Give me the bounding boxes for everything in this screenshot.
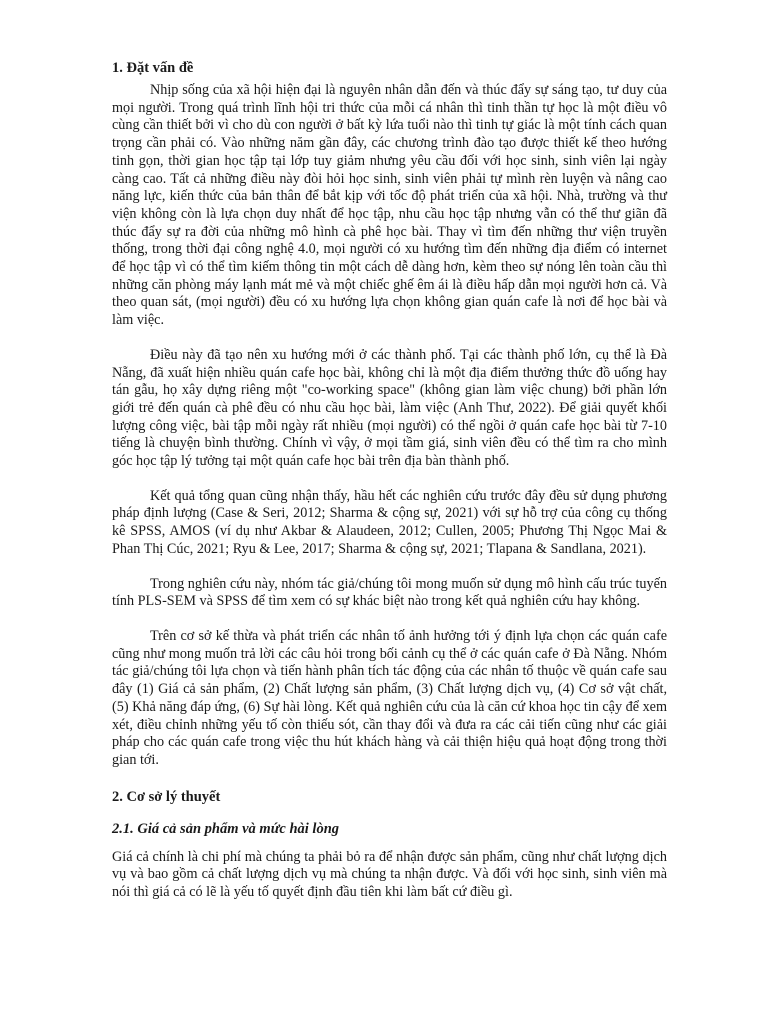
paragraph-2: Điều này đã tạo nên xu hướng mới ở các thành phố. Tại các thành phố lớn, cụ thể là Đà Nẵng, đã xuất hiện nhiều quán cafe học bài, không chỉ là một địa điểm thưởng thức đồ uống hay tán gẫu, họ xây dựng riêng một "co-working space" (không gian làm việc chung) bởi phần lớn giới trẻ đến quán cà phê đều có nhu cầu học bài, làm việc (Anh Thư, 2022). Để giải quyết khối lượng công việc, bài tập mỗi ngày rất nhiều (mọi người) có thể ngồi ở quán cafe học bài từ 7-10 tiếng là chuyện bình thường. Chính vì vậy, ở mọi tầm giá, sinh viên đều có thể tìm ra cho mình góc học tập lý tưởng tại một quán cafe học bài trên địa bàn thành phố.: [112, 346, 667, 470]
paragraph-1: Nhịp sống của xã hội hiện đại là nguyên nhân dẫn đến và thúc đẩy sự sáng tạo, tư duy của mọi người. Trong quá trình lĩnh hội tri thức của mỗi cá nhân thì tinh thần tự học là một điều vô cùng cần thiết bởi vì cho dù con người ở bất kỳ lứa tuổi nào thì tinh tự giác là một tính cách quan trọng cần phải có. Vào những năm gần đây, các chương trình đào tạo được thiết kế theo hướng tinh gọn, thời gian học tập tại lớp tuy giảm nhưng yêu cầu đối với học sinh, sinh viên lại ngày càng cao. Tất cả những điều này đòi hỏi học sinh, sinh viên phải tự mình rèn luyện và nâng cao năng lực, kiến thức của bản thân để bắt kịp với tốc độ phát triển của xã hội. Nhà, trường và thư viện không còn là lựa chọn duy nhất để học tập, nhu cầu học tập nhưng vẫn có thể thư giãn đã thúc đẩy sự ra đời của những mô hình cà phê học bài. Thay vì tìm đến những thư viện truyền thống, trong thời đại công nghệ 4.0, mọi người có xu hướng tìm đến những địa điểm có internet để học tập vì có thể tìm kiếm thông tin một cách dễ dàng hơn, kèm theo sự nóng lên toàn cầu thì những căn phòng máy lạnh mát mẻ và một chiếc ghế êm ái là điều hấp dẫn mọi người hơn cả. Và theo quan sát, (mọi người) đều có xu hướng lựa chọn không gian quán cafe là nơi để học bài và làm việc.: [112, 82, 667, 329]
section-heading-theory: 2. Cơ sở lý thuyết: [112, 788, 221, 805]
section-heading-problem-statement: 1. Đặt vấn đề: [112, 60, 194, 76]
paragraph-price: Giá cả chính là chi phí mà chúng ta phải bỏ ra để nhận được sản phẩm, cũng như chất lượng dịch vụ và bao gồm cả chất lượng dịch vụ mà chúng ta nhận được. Và đối với học sinh, sinh viên mà nói thì giá cả có lẽ là yếu tố quyết định đầu tiên khi làm bất cứ điều gì.: [112, 848, 667, 901]
subsection-heading-price: 2.1. Giá cả sản phẩm và mức hài lòng: [112, 820, 340, 837]
paragraph-4: Trong nghiên cứu này, nhóm tác giả/chúng tôi mong muốn sử dụng mô hình cấu trúc tuyến tính PLS-SEM và SPSS để tìm xem có sự khác biệt nào trong kết quả nghiên cứu hay không.: [112, 575, 667, 610]
paragraph-3: Kết quả tổng quan cũng nhận thấy, hầu hết các nghiên cứu trước đây đều sử dụng phương pháp định lượng (Case & Seri, 2012; Sharma & cộng sự, 2021) với sự hỗ trợ của công cụ thống kê SPSS, AMOS (ví dụ như Akbar & Alaudeen, 2012; Cullen, 2005; Phương Thị Ngọc Mai & Phan Thị Cúc, 2021; Ryu & Lee, 2017; Sharma & cộng sự, 2021; Tlapana & Sandlana, 2021).: [112, 487, 667, 557]
document-page: [112, 58, 667, 919]
paragraph-5: Trên cơ sở kế thừa và phát triển các nhân tố ảnh hưởng tới ý định lựa chọn các quán cafe cũng như mong muốn trả lời các câu hỏi trong bối cảnh cụ thể ở các quán cafe ở Đà Nẵng. Nhóm tác giả/chúng tôi lựa chọn và tiến hành phân tích tác động của các nhân tố thuộc về quán cafe sau đây (1) Giá cả sản phẩm, (2) Chất lượng sản phẩm, (3) Chất lượng dịch vụ, (4) Cơ sở vật chất, (5) Khả năng đáp ứng, (6) Sự hài lòng. Kết quả nghiên cứu của là căn cứ khoa học tin cậy để xem xét, điều chỉnh những yếu tố còn thiếu sót, cần thay đổi và đưa ra các cải tiến cũng như các giải pháp cho các quán cafe trong việc thu hút khách hàng và cải thiện hiệu quả hoạt động trong thời gian tới.: [112, 627, 667, 768]
